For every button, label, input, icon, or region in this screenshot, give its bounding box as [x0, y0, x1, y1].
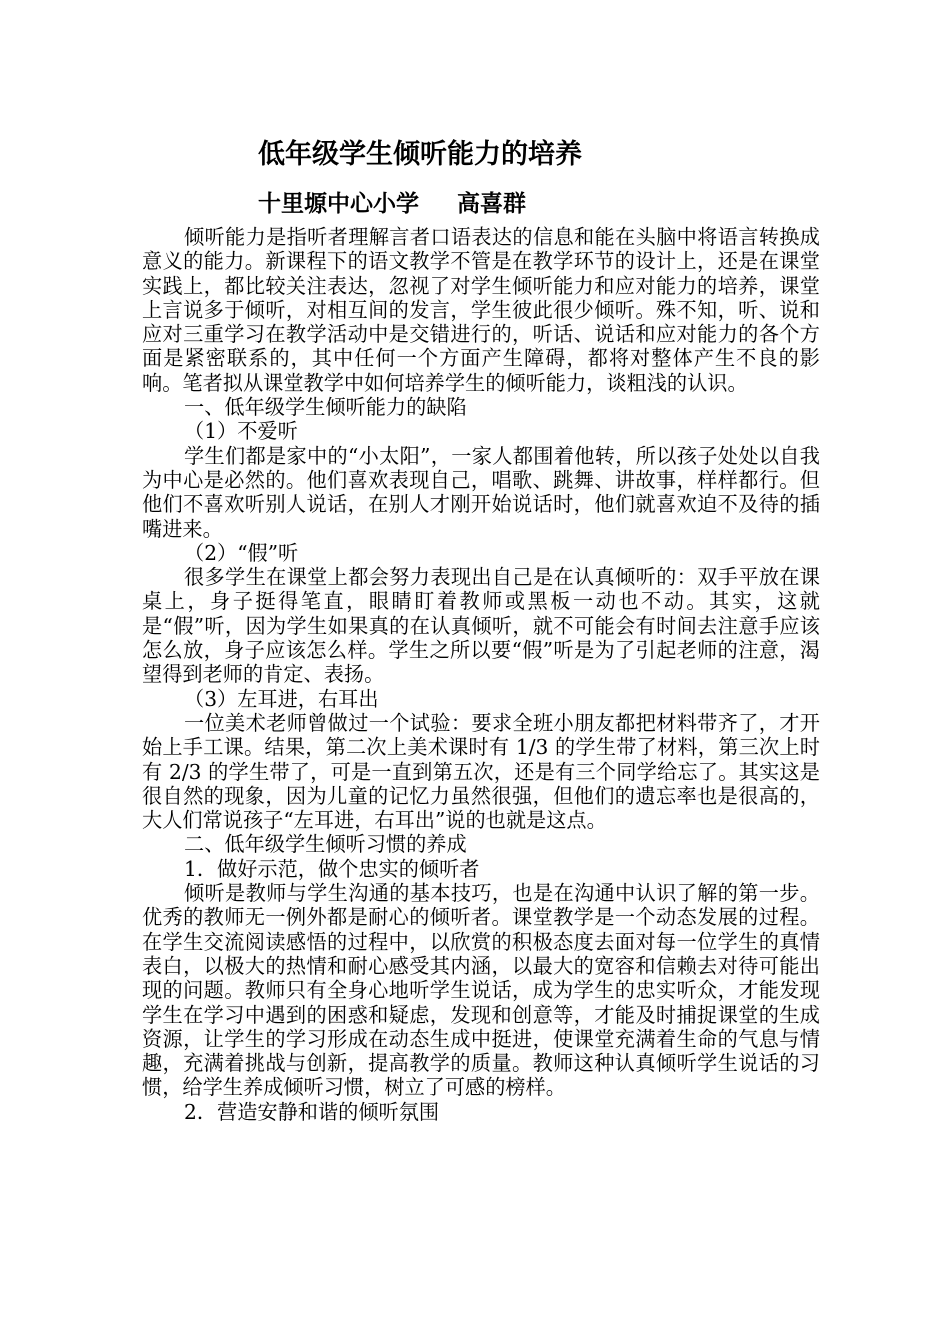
- author-line: [258, 185, 526, 218]
- document-title: 低年级学生倾听能力的培养: [258, 139, 582, 170]
- subsection-heading: （1）不爱听: [184, 419, 298, 444]
- body-paragraph: 很多学生在课堂上都会努力表现出自己是在认真倾听的：双手平放在课桌上，身子挺得笔直，眼睛盯着教师或黑板一动也不动。其实，这就是“假”听，因为学生如果真的在认真倾听，就不可能会有时间去注意手应该怎么放，身子应该怎么样。学生之所以要“假”听是为了引起老师的注意，渴望得到老师的肯定、表扬。: [142, 565, 820, 687]
- body-paragraph: 学生们都是家中的“小太阳”，一家人都围着他转，所以孩子处处以自我为中心是必然的。他们喜欢表现自己，唱歌、跳舞、讲故事，样样都行。但他们不喜欢听别人说话，在别人才刚开始说话时，他们就喜欢迫不及待的插嘴进来。: [142, 443, 820, 541]
- subsection-heading: 1．做好示范，做个忠实的倾听者: [184, 856, 480, 881]
- body-paragraph: 一位美术老师曾做过一个试验：要求全班小朋友都把材料带齐了，才开始上手工课。结果，第二次上美术课时有 1/3 的学生带了材料，第三次上时有 2/3 的学生带了，可是一直到第五次，还是有三个同学给忘了。其实这是很自然的现象，因为儿童的记忆力虽然很强，但他们的遗忘率也是很高的，大人们常说孩子“左耳进，右耳出”说的也就是这点。: [142, 710, 820, 833]
- body-paragraph: 倾听能力是指听者理解言者口语表达的信息和能在头脑中将语言转换成意义的能力。新课程下的语文教学不管是在教学环节的设计上，还是在课堂实践上，都比较关注表达，忽视了对学生倾听能力和应对能力的培养，课堂上言说多于倾听，对相互间的发言，学生彼此很少倾听。殊不知，听、说和应对三重学习在教学活动中是交错进行的，听话、说话和应对能力的各个方面是紧密联系的，其中任何一个方面产生障碍，都将对整体产生不良的影响。笔者拟从课堂教学中如何培养学生的倾听能力，谈粗浅的认识。: [142, 225, 820, 395]
- subsection-heading: （3）左耳进，右耳出: [184, 686, 379, 711]
- author-name: 高喜群: [457, 190, 526, 217]
- author-school: 十里塬中心小学: [258, 190, 419, 217]
- section-heading: 一、低年级学生倾听能力的缺陷: [184, 395, 467, 420]
- section-heading: 二、低年级学生倾听习惯的养成: [184, 832, 467, 857]
- subsection-heading: （2）“假”听: [184, 540, 299, 565]
- body-paragraph: 倾听是教师与学生沟通的基本技巧，也是在沟通中认识了解的第一步。优秀的教师无一例外都是耐心的倾听者。课堂教学是一个动态发展的过程。在学生交流阅读感悟的过程中，以欣赏的积极态度去面对每一位学生的真情表白，以极大的热情和耐心感受其内涵，以最大的宽容和信赖去对待可能出现的问题。教师只有全身心地听学生说话，成为学生的忠实听众，才能发现学生在学习中遇到的困惑和疑虑，发现和创意等，才能及时捕捉课堂的生成资源，让学生的学习形成在动态生成中挺进，使课堂充满着生命的气息与情趣，充满着挑战与创新，提高教学的质量。教师这种认真倾听学生说话的习惯，给学生养成倾听习惯，树立了可感的榜样。: [142, 881, 820, 1100]
- subsection-heading: 2．营造安静和谐的倾听氛围: [184, 1099, 440, 1124]
- document-body: [142, 225, 820, 1124]
